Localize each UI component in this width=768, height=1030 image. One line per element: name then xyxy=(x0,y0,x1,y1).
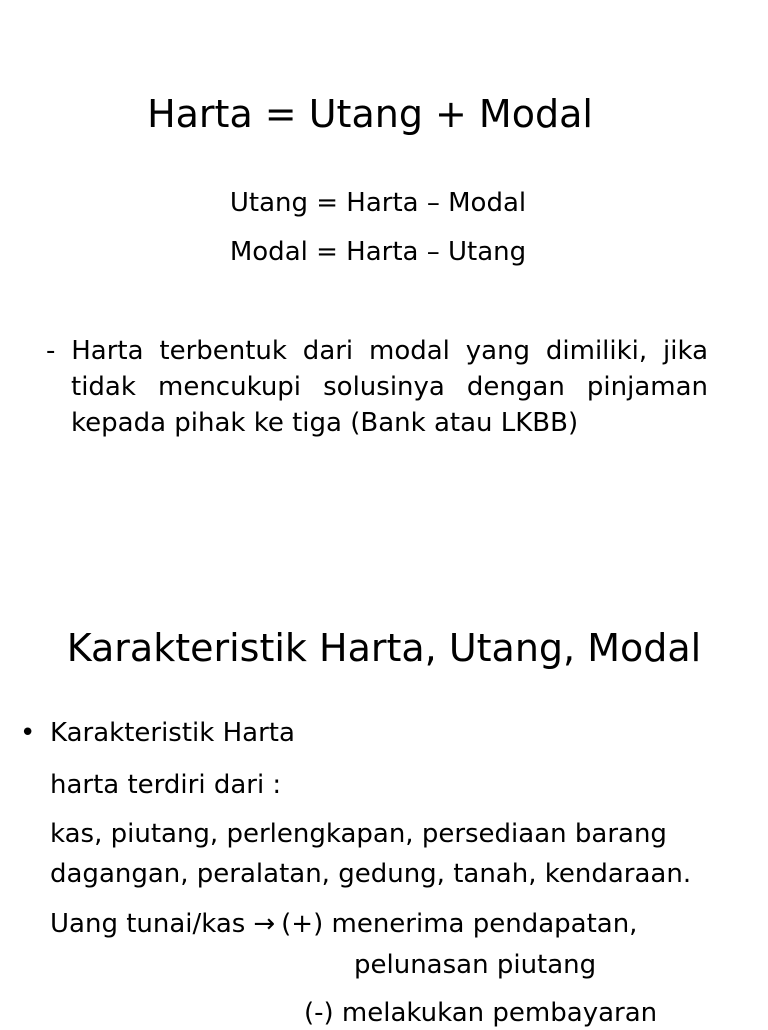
paragraph-line-3: kepada pihak ke tiga (Bank atau LKBB) xyxy=(71,408,579,438)
kas-plus-effect-cont: pelunasan piutang xyxy=(354,950,597,980)
slide-1-title: Harta = Utang + Modal xyxy=(147,92,593,136)
list-item xyxy=(20,716,740,754)
kas-label: Uang tunai/kas xyxy=(50,909,246,939)
kas-line xyxy=(50,907,637,941)
harta-items-line-2: dagangan, peralatan, gedung, tanah, kendaraan. xyxy=(50,859,692,889)
harta-items-line-1: kas, piutang, perlengkapan, persediaan barang xyxy=(50,819,667,849)
bullet-list xyxy=(20,716,740,754)
kas-minus-effect: (-) melakukan pembayaran xyxy=(304,998,658,1028)
harta-explanation-paragraph xyxy=(46,333,708,441)
arrow-right-icon: → xyxy=(253,909,276,939)
equation-utang: Utang = Harta – Modal xyxy=(229,188,527,218)
kas-plus-effect: (+) menerima pendapatan, xyxy=(281,909,638,939)
harta-composition-heading: harta terdiri dari : xyxy=(50,770,282,800)
paragraph-line-2: tidak mencukupi solusinya dengan pinjaman xyxy=(71,372,708,402)
slide-2-title: Karakteristik Harta, Utang, Modal xyxy=(66,626,702,670)
paragraph-line-1: - Harta terbentuk dari modal yang dimiliki, jika xyxy=(46,336,708,366)
bullet-label: Karakteristik Harta xyxy=(50,718,295,748)
bullet-icon: • xyxy=(20,718,36,748)
equation-modal: Modal = Harta – Utang xyxy=(229,237,527,267)
